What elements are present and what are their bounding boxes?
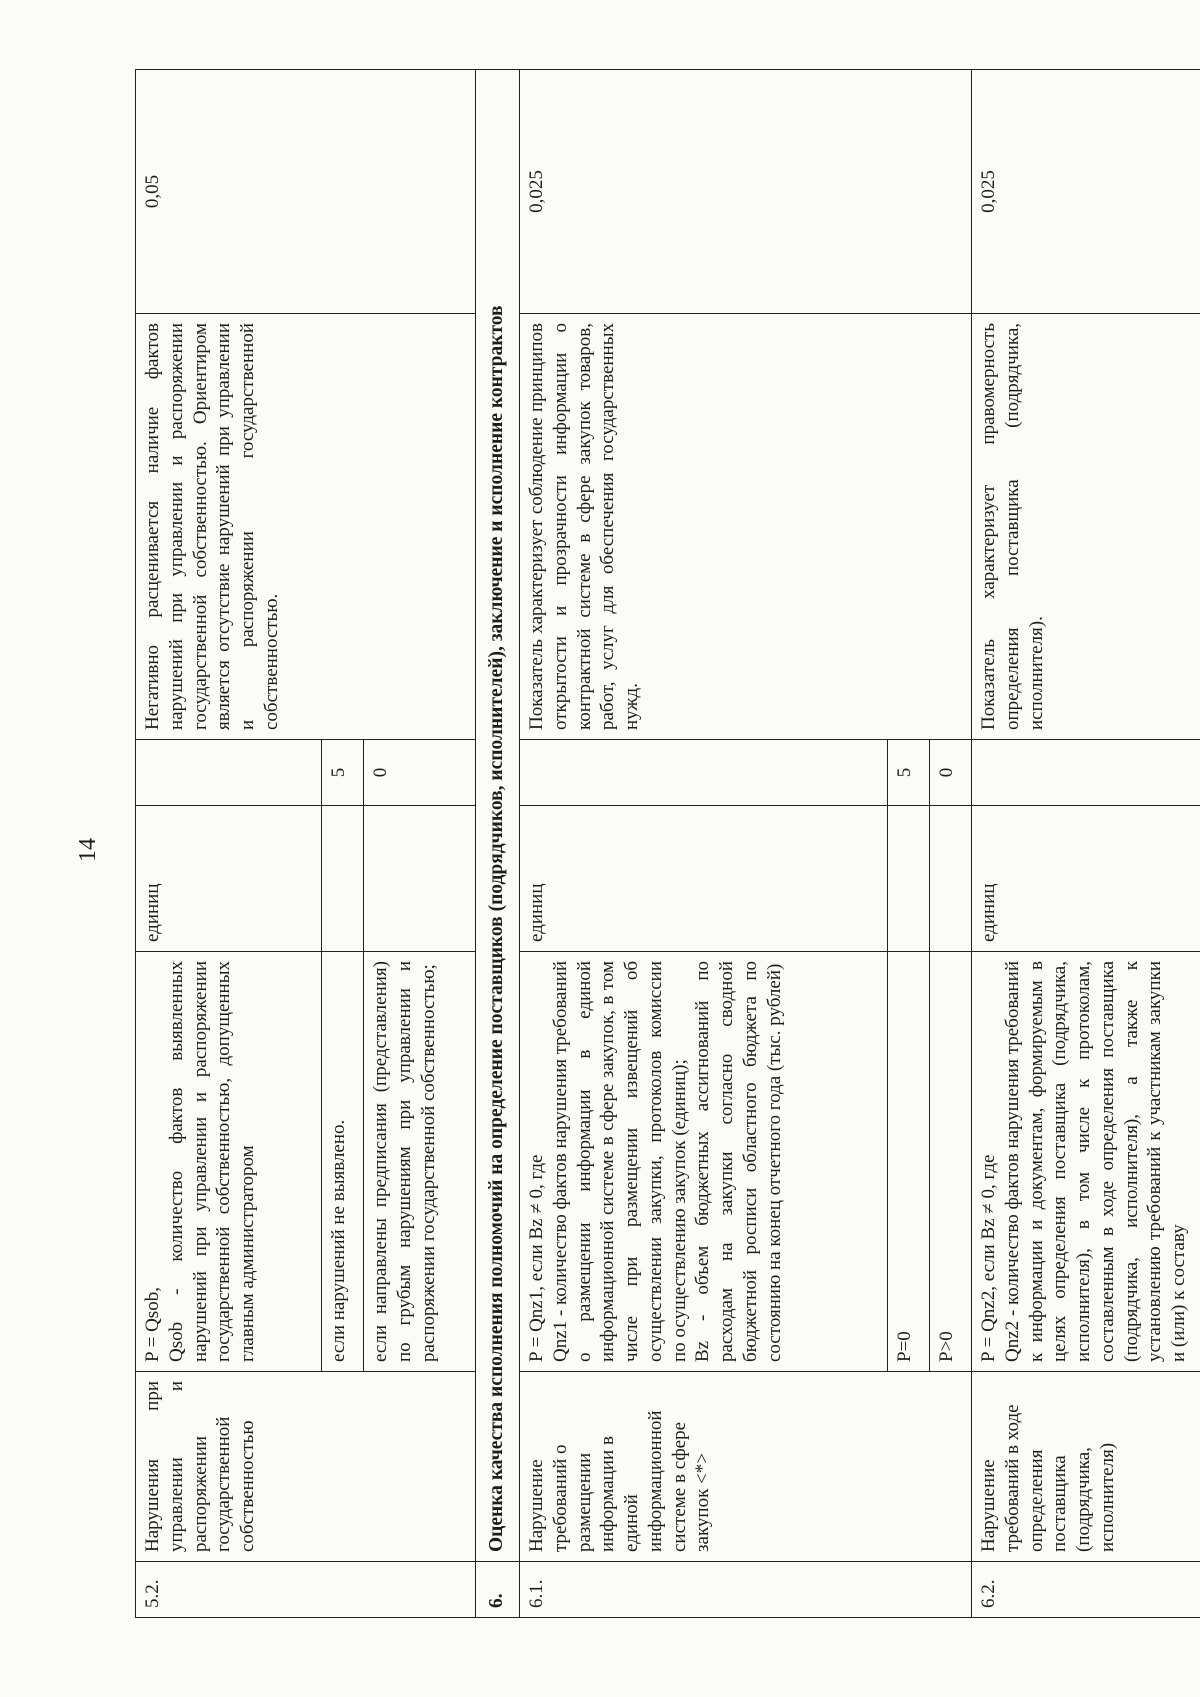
indicator-formula [972,952,1200,1372]
page-number: 14 [75,838,101,862]
indicator-formula [136,952,322,1372]
condition-score: 0 [930,740,972,806]
table-row-6-2 [972,70,1200,1618]
condition-text: если направлены предписания (представления) по грубым нарушениям при управлении и распоряжении государственной собственностью; [364,952,476,1372]
indicator-formula [520,952,888,1372]
formula-line: Bz - объем бюджетных ассигнований по расходам на закупки согласно сводной бюджетной росписи областного бюджета по состоянию на конец отчетного года (тыс. рублей) [692,961,785,1362]
section-header-6 [476,70,520,1618]
score-empty [972,740,1200,806]
score-empty [520,740,888,806]
indicator-weight: 0,05 [136,70,476,314]
empty-cell [364,806,476,952]
section-number: 6. [476,1562,520,1618]
score-empty [136,740,322,806]
indicators-table [135,69,1200,1618]
indicator-description: Негативно расценивается наличие фактов нарушений при управлении и распоряжении государственной собственностью. Ориентиром является отсутствие нарушений при управлении и распоряжении государственной собственностью. [136,314,476,740]
row-number: 6.1. [520,1562,972,1618]
formula-line: P = Qsob, [142,1287,163,1362]
indicator-name: Нарушение требований в ходе определения поставщика (подрядчика, исполнителя) [972,1372,1200,1562]
rotated-table-container [135,70,1200,1618]
empty-cell [888,806,930,952]
formula-line: Qsob - количество фактов выявленных нарушений при управлении и распоряжении государственной собственностью, допущенных главным администратором [165,961,258,1362]
table-row-6-1 [520,70,888,1618]
indicator-weight: 0,025 [520,70,972,314]
indicator-description: Показатель характеризует соблюдение принципов открытости и прозрачности информации о контрактной системе в сфере закупок товаров, работ, услуг для обеспечения государственных нужд. [520,314,972,740]
condition-text: P=0 [888,952,930,1372]
indicator-description: Показатель характеризует правомерность определения поставщика (подрядчика, исполнителя). [972,314,1200,740]
formula-line: P = Qnz2, если Bz ≠ 0, где [978,1154,999,1362]
formula-line: Qnz2 - количество фактов нарушения требований к информации и документам, формируемым в целях определения поставщика (подрядчика, исполнителя), в том числе к протоколам, составленным в ходе определения поставщика (подрядчика, исполнителя), а также к установлению требований к участникам закупки и (или) к составу [1001,961,1189,1362]
formula-line: Qnz1 - количество фактов нарушения требований о размещении информации в единой информационной системе в сфере закупок, в том числе при размещении извещений об осуществлении закупки, протоколов комиссии по осуществлению закупок (единиц); [549,961,690,1362]
formula-line: P = Qnz1, если Bz ≠ 0, где [526,1154,547,1362]
section-title: Оценка качества исполнения полномочий на определение поставщиков (подрядчиков, исполнителей), заключение и исполнение контрактов [476,70,520,1562]
unit-of-measure: единиц [136,806,322,952]
row-number: 6.2. [972,1562,1200,1618]
condition-score: 5 [888,740,930,806]
indicator-name: Нарушение требований о размещении информации в единой информационной системе в сфере закупок <*> [520,1372,972,1562]
row-number: 5.2. [136,1562,476,1618]
unit-of-measure: единиц [520,806,888,952]
unit-of-measure: единиц [972,806,1200,952]
table-row-5-2 [136,70,322,1618]
indicator-name: Нарушения при управлении и распоряжении государственной собственностью [136,1372,476,1562]
condition-score: 5 [322,740,364,806]
indicator-weight: 0,025 [972,70,1200,314]
empty-cell [930,806,972,952]
condition-score: 0 [364,740,476,806]
condition-text: P>0 [930,952,972,1372]
condition-text: если нарушений не выявлено. [322,952,364,1372]
empty-cell [322,806,364,952]
